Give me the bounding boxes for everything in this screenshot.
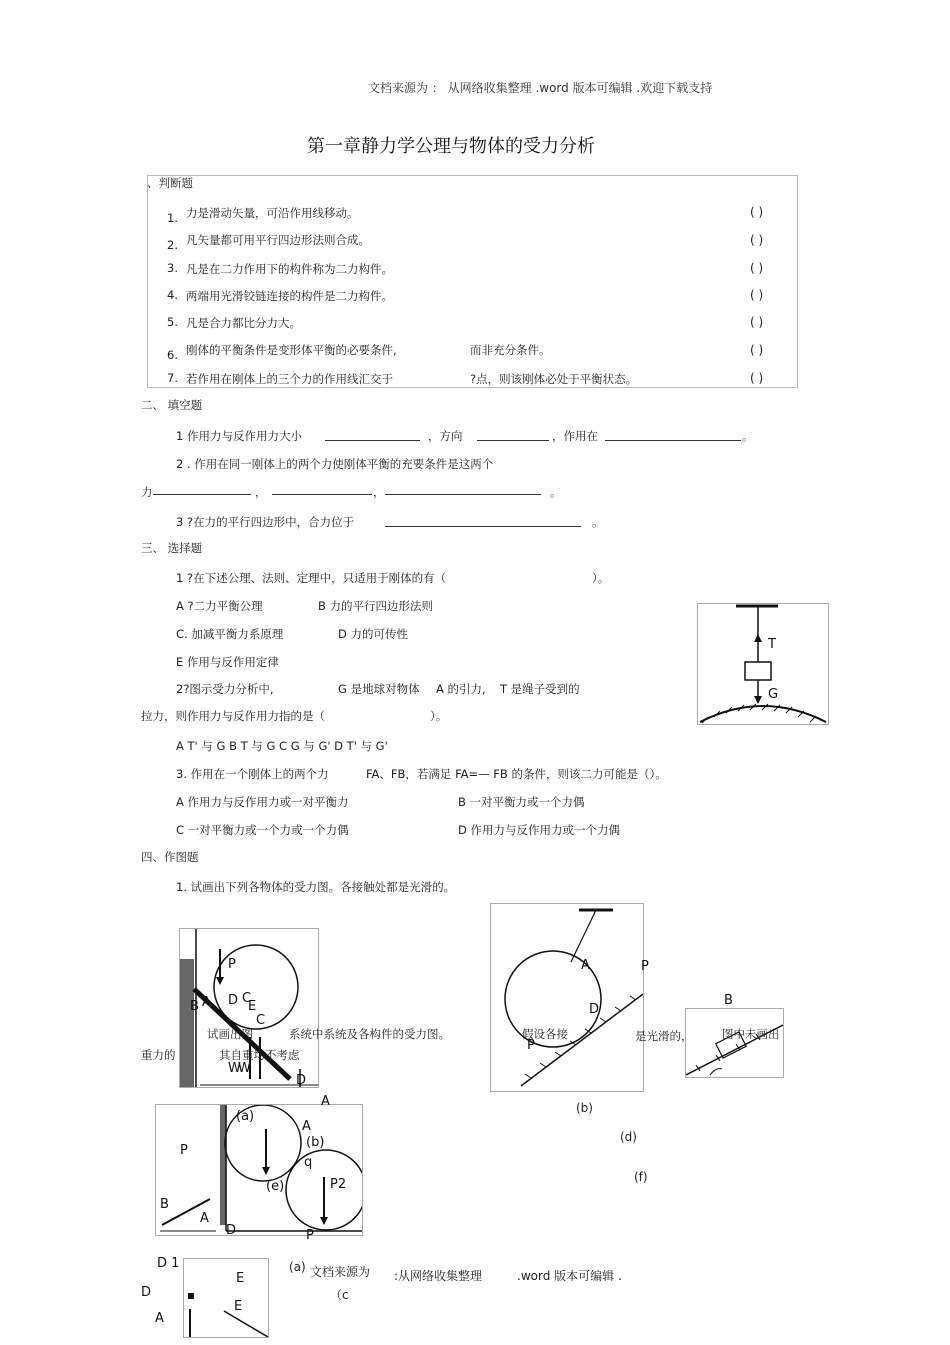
caption-b: (b): [576, 1101, 593, 1115]
tf-item-text: 力是滑动矢量，可沿作用线移动。: [186, 206, 359, 220]
answer-parens: ( ): [750, 343, 764, 357]
fill-q1: 1 作用力与反作用力大小: [176, 429, 302, 443]
label-E: E: [236, 1271, 245, 1286]
label-B: B: [190, 999, 199, 1014]
drawing-q2-b: 系统中系统及各构件的受力图。: [289, 1027, 450, 1041]
choice-q1: 1 ?在下述公理、法则、定理中，只适用于刚体的有（: [176, 571, 447, 585]
caption-d: (d): [620, 1130, 637, 1144]
choice-q3-b: FA、FB，若满足 FA=— FB 的条件，则该二力可能是（）。: [366, 767, 667, 781]
label-A: A: [321, 1094, 330, 1109]
tf-item-num: 5.: [167, 315, 178, 329]
drawing-q1: 1. 试画出下列各物体的受力图。各接触处都是光滑的。: [176, 880, 456, 894]
blank-line: [153, 494, 251, 495]
label-P: P: [180, 1143, 188, 1158]
drawing-q2-e: 图中未画出: [722, 1027, 780, 1041]
figure-a-rod-sphere: [179, 928, 319, 1088]
fill-q2-e: 。: [550, 485, 562, 499]
choice-option: B 一对平衡力或一个力偶: [458, 795, 585, 809]
answer-parens: ( ): [750, 288, 764, 302]
drawing-q2-a: 试画出图: [207, 1027, 253, 1041]
label-A: A: [200, 1211, 209, 1226]
blank-line: [325, 440, 420, 441]
tf-item-num: 3.: [167, 261, 178, 275]
caption-f: (f): [634, 1170, 648, 1184]
page-title: 第一章静力学公理与物体的受力分析: [307, 136, 595, 157]
answer-parens: ( ): [750, 371, 764, 385]
tf-item-text: 凡矢量都可用平行四边形法则合成。: [186, 233, 370, 247]
label-W: W: [228, 1061, 241, 1076]
label-a-paren: (a): [236, 1109, 255, 1124]
choice-q3-a: 3. 作用在一个刚体上的两个力: [176, 767, 329, 781]
figure-d-block-incline: [685, 1008, 784, 1078]
blank-line: [477, 440, 549, 441]
label-D: D: [589, 1002, 600, 1017]
drawing-q2-f: 重力的: [141, 1048, 176, 1062]
fill-q3-b: 。: [592, 515, 604, 529]
tf-item-text-cont: 而非充分条件。: [470, 343, 551, 357]
choice-q1-end: ）。: [592, 571, 610, 585]
label-P: P: [641, 959, 649, 974]
fill-q2-b: 力: [141, 485, 153, 499]
choice-q2-f: ）。: [430, 709, 448, 723]
label-P2: P2: [330, 1177, 347, 1192]
tf-item-num: 2.: [167, 238, 178, 252]
choice-q2-d: T 是绳子受到的: [500, 682, 580, 696]
figure-b-sphere-incline: [490, 903, 644, 1092]
tf-item-text-cont: ?点，则该刚体必处于平衡状态。: [470, 372, 638, 386]
label-P: P: [228, 957, 236, 972]
choice-option: A 作用力与反作用力或一对平衡力: [176, 795, 349, 809]
section2-heading: 二、 填空题: [141, 398, 203, 412]
tf-item-text: 若作用在刚体上的三个力的作用线汇交于: [186, 372, 393, 386]
label-W: W: [238, 1061, 251, 1076]
tf-item-text: 凡是合力都比分力大。: [186, 316, 301, 330]
choice-option: C. 加减平衡力系原理: [176, 627, 284, 641]
label-q: q: [304, 1155, 313, 1170]
label-A: A: [155, 1311, 164, 1326]
label-P: P: [527, 1038, 535, 1053]
label-C: C: [242, 991, 252, 1006]
tf-item-num: 1.: [167, 211, 178, 225]
fill-q2-d: ，: [373, 485, 385, 499]
answer-parens: ( ): [750, 261, 764, 275]
tf-item-text: 凡是在二力作用下的构件称为二力构件。: [186, 262, 393, 276]
blank-line: [385, 494, 541, 495]
choice-option: D 作用力与反作用力或一个力偶: [458, 823, 621, 837]
label-D: D: [228, 993, 239, 1008]
tf-item-num: 6.: [167, 348, 178, 362]
label-D: D: [226, 1223, 237, 1238]
footer-collected: :从网络收集整理: [394, 1269, 483, 1283]
fill-q2-c: ，: [255, 485, 267, 499]
figure-hanging-block: [697, 603, 829, 725]
label-e-paren: (e): [266, 1179, 285, 1194]
label-D1: D 1: [157, 1256, 180, 1271]
tf-item-text: 刚体的平衡条件是变形体平衡的必要条件,: [186, 343, 397, 357]
choice-option: A ?二力平衡公理: [176, 599, 263, 613]
fill-q1-c: ，作用在: [552, 429, 598, 443]
label-A: A: [302, 1119, 311, 1134]
label-E: E: [234, 1299, 243, 1314]
section3-heading: 三、 选择题: [141, 541, 203, 555]
choice-q2-a: 2?图示受力分析中,: [176, 682, 274, 696]
tf-item-text: 两端用光滑铰链连接的构件是二力构件。: [186, 289, 393, 303]
fill-q1-d: 。: [742, 429, 754, 443]
choice-option: C 一对平衡力或一个力或一个力偶: [176, 823, 349, 837]
label-D: D: [296, 1073, 307, 1088]
answer-parens: ( ): [750, 315, 764, 329]
drawing-q2-g: 其自重均不考虑: [219, 1048, 300, 1062]
fill-q1-b: ，方向: [428, 429, 463, 443]
footer-source: 文档来源为: [310, 1265, 371, 1279]
label-G: G: [768, 687, 779, 702]
choice-q2-e: 拉力，则作用力与反作用力指的是（: [141, 709, 325, 723]
fill-q3: 3 ?在力的平行四边形中，合力位于: [176, 515, 355, 529]
footer-c: （c: [330, 1288, 349, 1302]
label-T: T: [768, 637, 776, 652]
document-header: 文档来源为 ： 从网络收集整理 .word 版本可编辑 .欢迎下载支持: [368, 81, 713, 95]
drawing-q2-d: 是光滑的，: [635, 1029, 693, 1043]
label-D: D: [141, 1285, 152, 1300]
answer-parens: ( ): [750, 205, 764, 219]
label-b-paren: (b): [306, 1135, 325, 1150]
label-C: C: [256, 1013, 266, 1028]
section1-heading: 、判断题: [147, 176, 193, 190]
choice-q2-c: A 的引力,: [436, 682, 486, 696]
tf-item-num: 7.: [167, 371, 178, 385]
label-B: B: [724, 993, 733, 1008]
blank-line: [272, 494, 372, 495]
fill-q2: 2 . 作用在同一刚体上的两个力使刚体平衡的充要条件是这两个: [176, 457, 494, 471]
choice-q2-options: A T' 与 G B T 与 G C G 与 G' D T' 与 G': [176, 739, 388, 753]
choice-option: D 力的可传性: [338, 627, 409, 641]
label-B: B: [160, 1197, 169, 1212]
tf-item-num: 4.: [167, 288, 178, 302]
drawing-q2-c: 假设各接: [522, 1027, 568, 1041]
blank-line: [605, 440, 741, 441]
label-A: A: [581, 958, 590, 973]
figure-bottom-frame: [183, 1258, 269, 1338]
section4-heading: 四、作图题: [141, 850, 199, 864]
answer-parens: ( ): [750, 233, 764, 247]
figure-two-spheres: [155, 1104, 363, 1236]
footer-word: .word 版本可编辑 .: [517, 1269, 622, 1283]
label-P: P: [306, 1228, 314, 1243]
choice-option: E 作用与反作用定律: [176, 655, 279, 669]
choice-q2-b: G 是地球对物体: [338, 682, 420, 696]
footer-a: (a): [289, 1260, 306, 1274]
label-E: E: [248, 999, 257, 1014]
blank-line: [385, 526, 581, 527]
label-A: A: [202, 995, 211, 1010]
choice-option: B 力的平行四边形法则: [318, 599, 434, 613]
